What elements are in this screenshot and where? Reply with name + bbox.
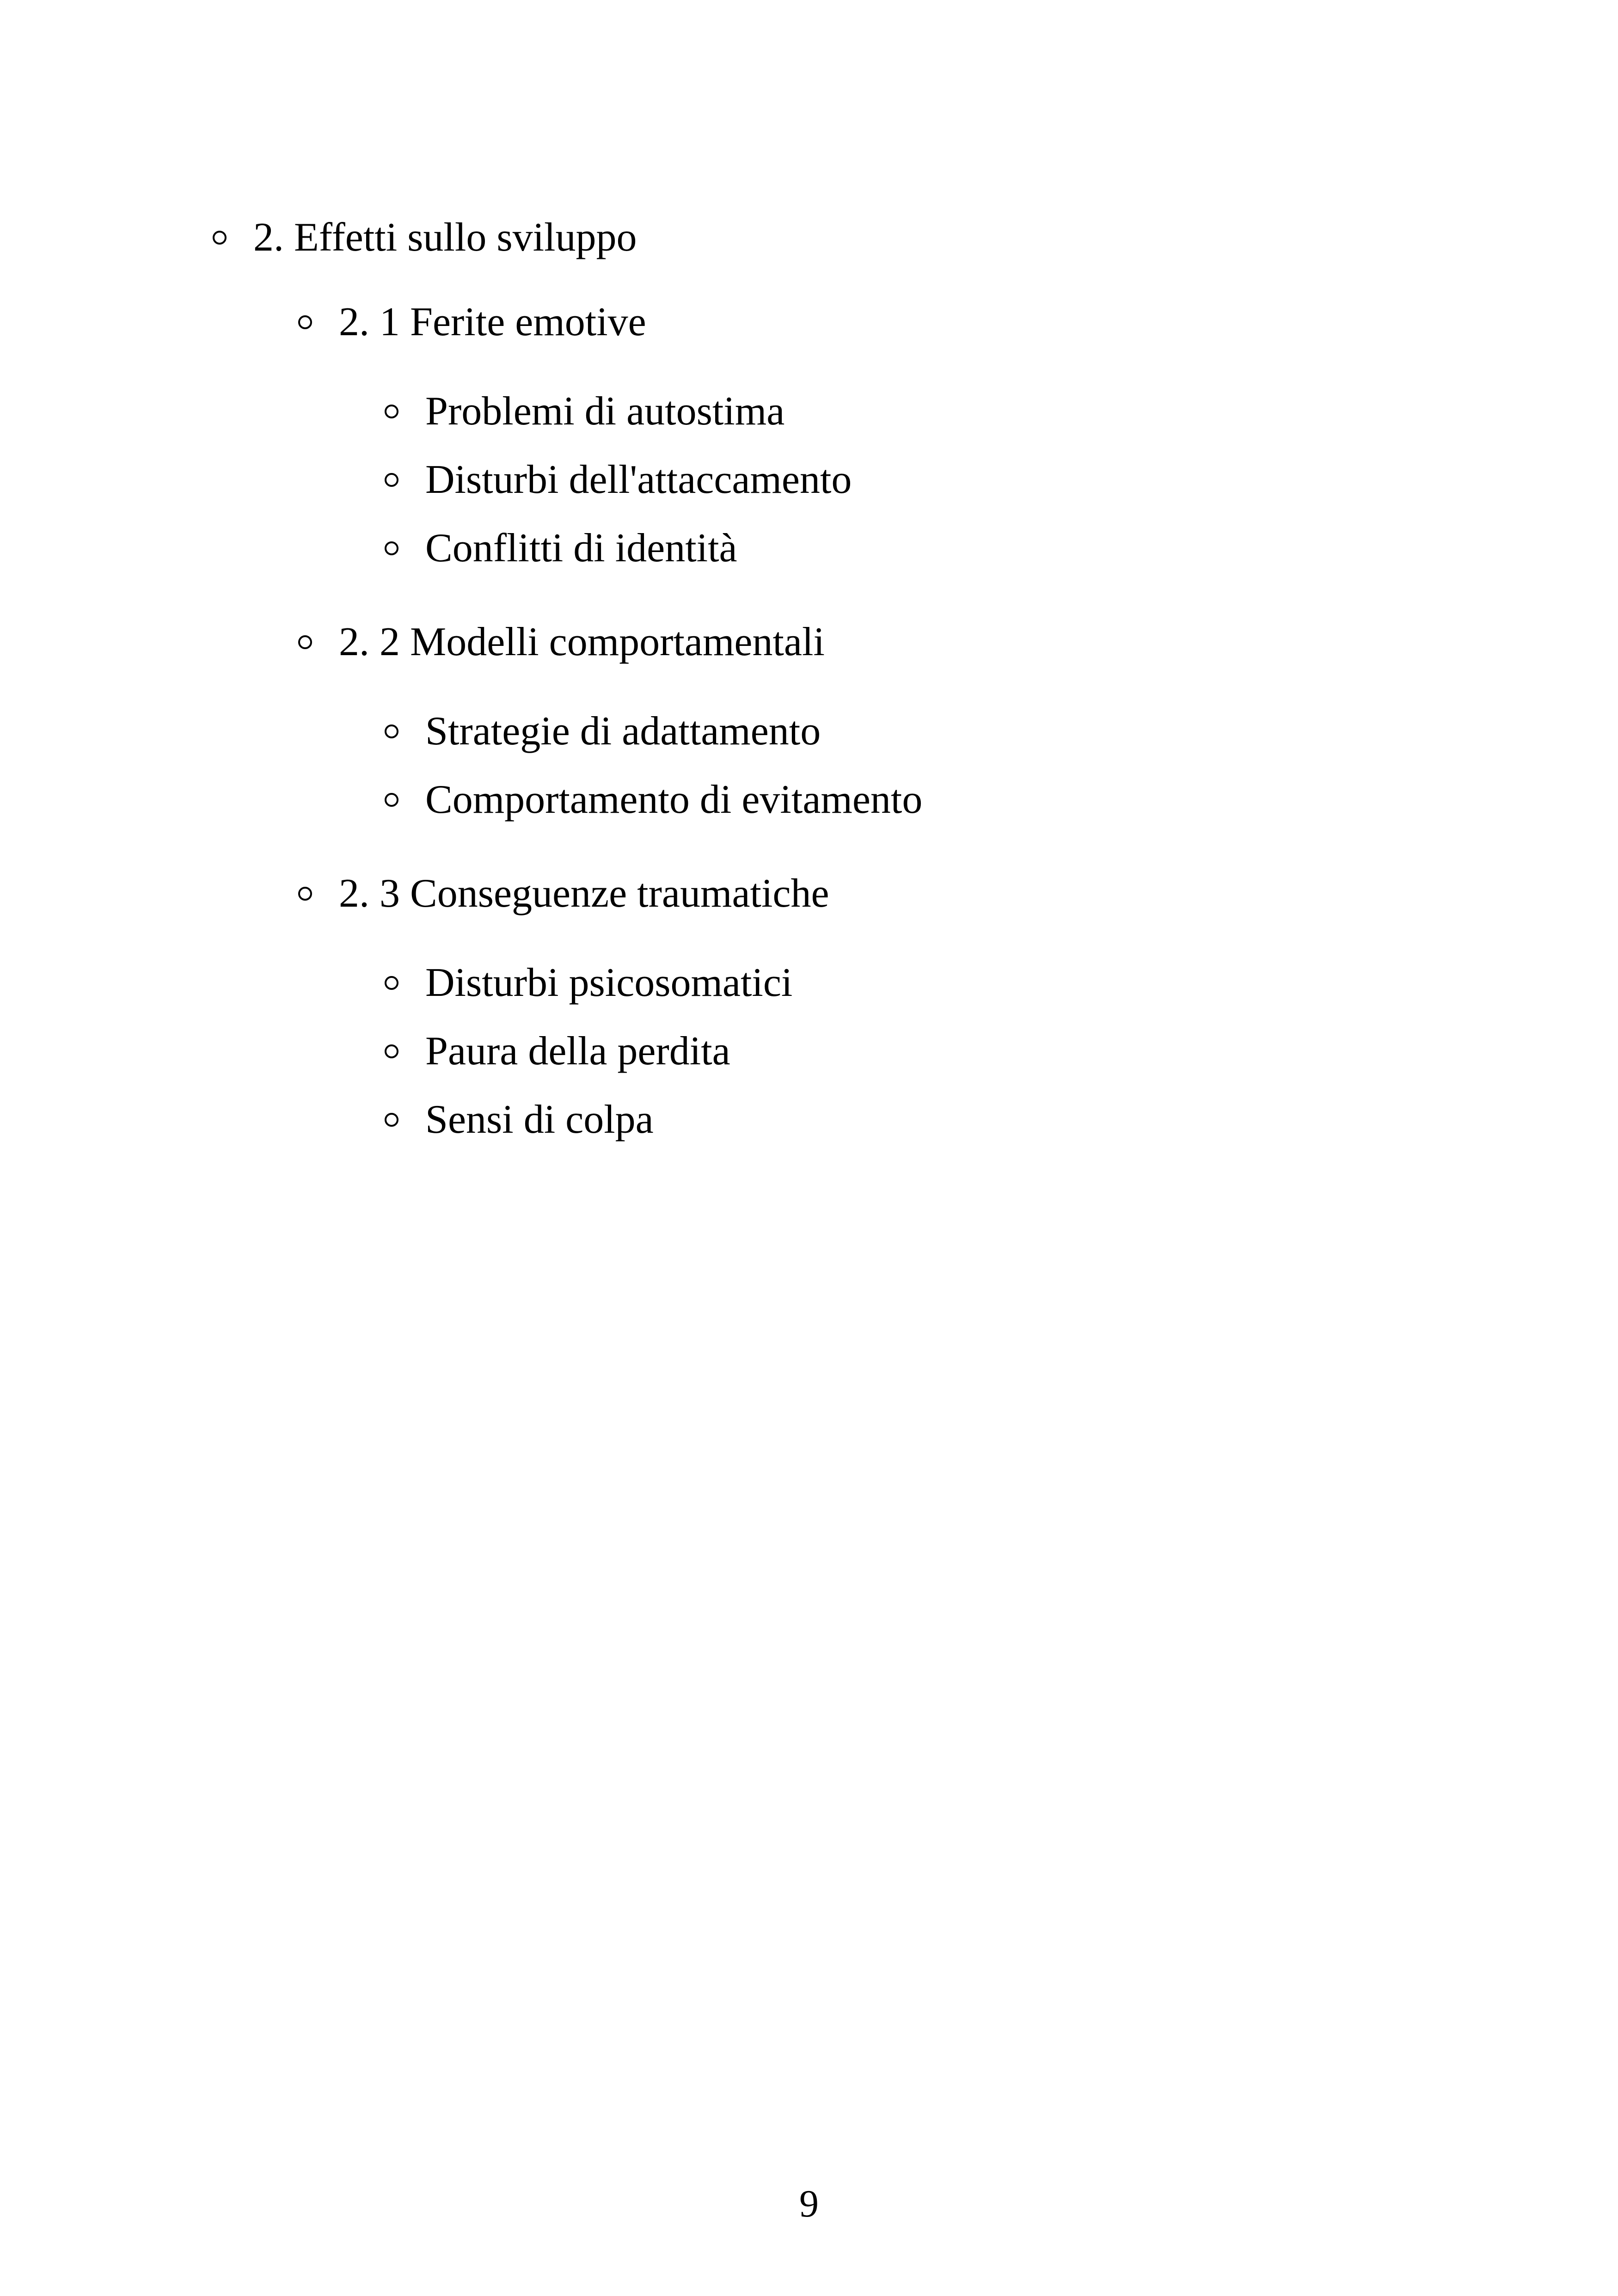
hollow-circle-bullet-icon xyxy=(213,231,227,245)
hollow-circle-bullet-icon xyxy=(385,724,398,738)
outline-item-label: Disturbi psicosomatici xyxy=(425,960,793,1005)
outline-item xyxy=(385,1031,1507,1072)
subsection-title: 2. 2 Modelli comportamentali xyxy=(339,620,825,664)
hollow-circle-bullet-icon xyxy=(385,473,398,487)
hollow-circle-bullet-icon xyxy=(298,887,312,901)
outline-subsection xyxy=(298,302,1507,343)
outline-item-label: Strategie di adattamento xyxy=(425,709,821,754)
outline-subsection xyxy=(298,873,1507,914)
hollow-circle-bullet-icon xyxy=(385,1044,398,1058)
outline-item-label: Paura della perdita xyxy=(425,1029,730,1074)
outline-item xyxy=(385,528,1507,569)
outline-item-label: Comportamento di evitamento xyxy=(425,777,923,822)
outline-item xyxy=(385,711,1507,752)
outline-list xyxy=(213,217,1507,1140)
subsection-title: 2. 1 Ferite emotive xyxy=(339,300,646,344)
outline-item xyxy=(385,391,1507,432)
hollow-circle-bullet-icon xyxy=(298,315,312,329)
outline-item-label: Disturbi dell'attaccamento xyxy=(425,457,852,502)
hollow-circle-bullet-icon xyxy=(385,976,398,990)
section-title: 2. Effetti sullo sviluppo xyxy=(253,215,637,260)
hollow-circle-bullet-icon xyxy=(385,1113,398,1127)
outline-item-label: Sensi di colpa xyxy=(425,1097,654,1142)
outline-item xyxy=(385,457,1507,502)
page-number: 9 xyxy=(799,2182,819,2225)
outline-item-label: Problemi di autostima xyxy=(425,389,785,434)
outline-item-label: Conflitti di identità xyxy=(425,526,737,571)
subsection-title: 2. 3 Conseguenze traumatiche xyxy=(339,871,829,916)
hollow-circle-bullet-icon xyxy=(385,793,398,807)
hollow-circle-bullet-icon xyxy=(298,635,312,649)
outline-item xyxy=(385,777,1507,822)
outline-item xyxy=(385,1099,1507,1140)
hollow-circle-bullet-icon xyxy=(385,405,398,418)
outline-item xyxy=(385,960,1507,1005)
outline-section xyxy=(213,217,1507,258)
outline-subsection xyxy=(298,622,1507,663)
hollow-circle-bullet-icon xyxy=(385,541,398,555)
